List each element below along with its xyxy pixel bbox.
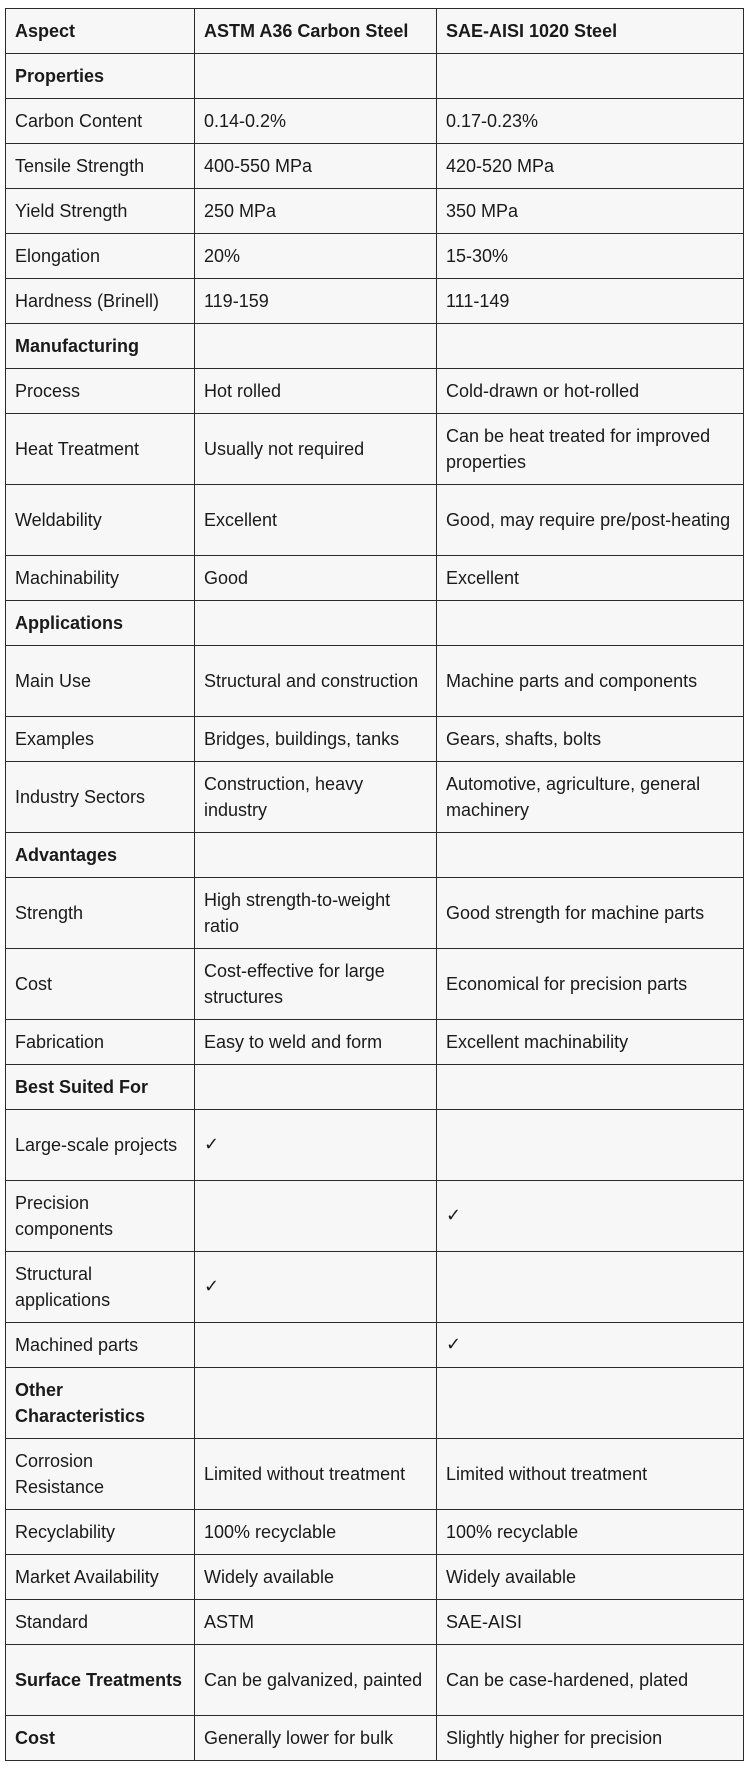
table-header [6, 9, 744, 54]
astm-a36-cell [195, 54, 437, 99]
section-row [6, 1065, 744, 1110]
sae-1020-cell: Can be heat treated for improved properties [437, 414, 744, 485]
header-row [6, 9, 744, 54]
aspect-cell: Market Availability [6, 1555, 195, 1600]
astm-a36-cell: ASTM [195, 1600, 437, 1645]
astm-a36-cell: 400-550 MPa [195, 144, 437, 189]
sae-1020-cell [437, 1368, 744, 1439]
table-row [6, 949, 744, 1020]
sae-1020-cell: Slightly higher for precision [437, 1716, 744, 1761]
sae-1020-cell [437, 601, 744, 646]
aspect-cell: Large-scale projects [6, 1110, 195, 1181]
aspect-cell: Elongation [6, 234, 195, 279]
sae-1020-cell: Cold-drawn or hot-rolled [437, 369, 744, 414]
aspect-cell: Advantages [6, 833, 195, 878]
astm-a36-cell: Bridges, buildings, tanks [195, 717, 437, 762]
table-row [6, 1555, 744, 1600]
table-body [6, 54, 744, 1761]
aspect-cell: Recyclability [6, 1510, 195, 1555]
table-row [6, 414, 744, 485]
aspect-cell: Process [6, 369, 195, 414]
table-row [6, 234, 744, 279]
sae-1020-cell: 111-149 [437, 279, 744, 324]
sae-1020-cell: Widely available [437, 1555, 744, 1600]
astm-a36-cell: Limited without treatment [195, 1439, 437, 1510]
aspect-cell: Precision components [6, 1181, 195, 1252]
comparison-table-container [5, 8, 743, 1761]
table-row [6, 1716, 744, 1761]
astm-a36-cell: Construction, heavy industry [195, 762, 437, 833]
astm-a36-cell: 20% [195, 234, 437, 279]
aspect-cell: Machined parts [6, 1323, 195, 1368]
sae-1020-cell: Automotive, agriculture, general machinery [437, 762, 744, 833]
aspect-cell: Fabrication [6, 1020, 195, 1065]
section-row [6, 833, 744, 878]
aspect-cell: Manufacturing [6, 324, 195, 369]
sae-1020-cell: Economical for precision parts [437, 949, 744, 1020]
steel-comparison-table [5, 8, 744, 1761]
sae-1020-cell: 0.17-0.23% [437, 99, 744, 144]
aspect-cell: Industry Sectors [6, 762, 195, 833]
aspect-cell: Standard [6, 1600, 195, 1645]
astm-a36-cell: 119-159 [195, 279, 437, 324]
astm-a36-cell: Can be galvanized, painted [195, 1645, 437, 1716]
sae-1020-cell: SAE-AISI [437, 1600, 744, 1645]
astm-a36-cell: ✓ [195, 1252, 437, 1323]
astm-a36-cell: 250 MPa [195, 189, 437, 234]
aspect-cell: Weldability [6, 485, 195, 556]
sae-1020-cell: 100% recyclable [437, 1510, 744, 1555]
aspect-cell: Properties [6, 54, 195, 99]
sae-1020-cell: Excellent machinability [437, 1020, 744, 1065]
sae-1020-cell: 350 MPa [437, 189, 744, 234]
aspect-cell: Structural applications [6, 1252, 195, 1323]
table-row [6, 1020, 744, 1065]
aspect-cell: Other Characteristics [6, 1368, 195, 1439]
astm-a36-cell [195, 324, 437, 369]
astm-a36-cell [195, 601, 437, 646]
sae-1020-cell [437, 1065, 744, 1110]
table-row [6, 144, 744, 189]
aspect-cell: Best Suited For [6, 1065, 195, 1110]
astm-a36-cell: Excellent [195, 485, 437, 556]
astm-a36-cell [195, 1065, 437, 1110]
aspect-cell: Cost [6, 949, 195, 1020]
table-row [6, 189, 744, 234]
aspect-cell: Applications [6, 601, 195, 646]
table-row [6, 369, 744, 414]
table-row [6, 485, 744, 556]
aspect-cell: Surface Treatments [6, 1645, 195, 1716]
astm-a36-cell [195, 1368, 437, 1439]
section-row [6, 54, 744, 99]
table-row [6, 1323, 744, 1368]
table-row [6, 556, 744, 601]
aspect-cell: Hardness (Brinell) [6, 279, 195, 324]
table-row [6, 1439, 744, 1510]
astm-a36-cell: Widely available [195, 1555, 437, 1600]
section-row [6, 324, 744, 369]
astm-a36-cell: 0.14-0.2% [195, 99, 437, 144]
sae-1020-cell: Excellent [437, 556, 744, 601]
sae-1020-cell: Can be case-hardened, plated [437, 1645, 744, 1716]
aspect-cell: Yield Strength [6, 189, 195, 234]
table-row [6, 1600, 744, 1645]
sae-1020-cell [437, 833, 744, 878]
astm-a36-cell: Structural and construction [195, 646, 437, 717]
aspect-cell: Carbon Content [6, 99, 195, 144]
sae-1020-cell [437, 1110, 744, 1181]
table-row [6, 1510, 744, 1555]
astm-a36-cell: Hot rolled [195, 369, 437, 414]
astm-a36-cell [195, 1181, 437, 1252]
section-row [6, 1368, 744, 1439]
sae-1020-cell: Limited without treatment [437, 1439, 744, 1510]
sae-1020-cell: 420-520 MPa [437, 144, 744, 189]
aspect-cell: Examples [6, 717, 195, 762]
astm-a36-cell [195, 833, 437, 878]
astm-a36-cell: Usually not required [195, 414, 437, 485]
table-row [6, 717, 744, 762]
aspect-cell: Cost [6, 1716, 195, 1761]
section-row [6, 601, 744, 646]
table-row [6, 1645, 744, 1716]
astm-a36-cell: Easy to weld and form [195, 1020, 437, 1065]
sae-1020-cell [437, 54, 744, 99]
astm-a36-cell: Cost-effective for large structures [195, 949, 437, 1020]
sae-1020-cell: Good, may require pre/post-heating [437, 485, 744, 556]
aspect-cell: Main Use [6, 646, 195, 717]
astm-a36-cell [195, 1323, 437, 1368]
aspect-cell: Corrosion Resistance [6, 1439, 195, 1510]
header-astm-a36: ASTM A36 Carbon Steel [195, 9, 437, 54]
astm-a36-cell: High strength-to-weight ratio [195, 878, 437, 949]
sae-1020-cell: Machine parts and components [437, 646, 744, 717]
sae-1020-cell [437, 1252, 744, 1323]
astm-a36-cell: 100% recyclable [195, 1510, 437, 1555]
sae-1020-cell: Good strength for machine parts [437, 878, 744, 949]
aspect-cell: Heat Treatment [6, 414, 195, 485]
header-aspect: Aspect [6, 9, 195, 54]
table-row [6, 279, 744, 324]
sae-1020-cell: Gears, shafts, bolts [437, 717, 744, 762]
sae-1020-cell: ✓ [437, 1323, 744, 1368]
aspect-cell: Strength [6, 878, 195, 949]
aspect-cell: Tensile Strength [6, 144, 195, 189]
astm-a36-cell: Good [195, 556, 437, 601]
astm-a36-cell: Generally lower for bulk [195, 1716, 437, 1761]
table-row [6, 646, 744, 717]
table-row [6, 762, 744, 833]
sae-1020-cell: ✓ [437, 1181, 744, 1252]
table-row [6, 1110, 744, 1181]
header-sae-1020: SAE-AISI 1020 Steel [437, 9, 744, 54]
table-row [6, 99, 744, 144]
sae-1020-cell [437, 324, 744, 369]
table-row [6, 878, 744, 949]
sae-1020-cell: 15-30% [437, 234, 744, 279]
table-row [6, 1181, 744, 1252]
astm-a36-cell: ✓ [195, 1110, 437, 1181]
aspect-cell: Machinability [6, 556, 195, 601]
table-row [6, 1252, 744, 1323]
